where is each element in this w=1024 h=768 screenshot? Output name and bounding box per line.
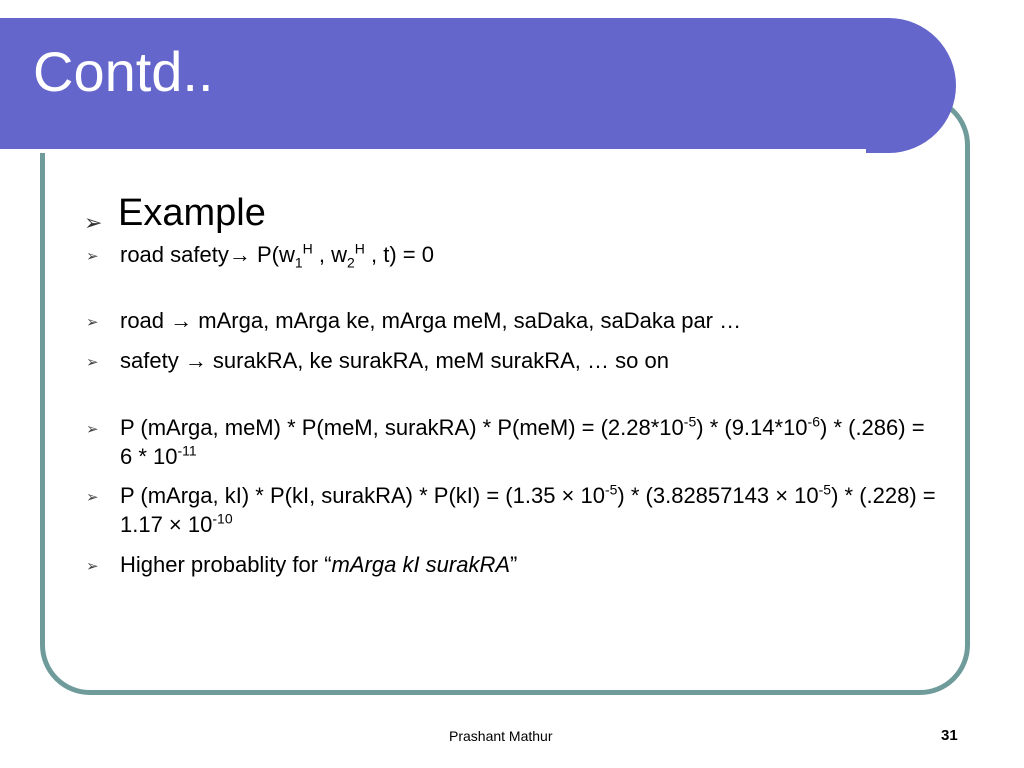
bullet-text: road safety→ $P(w_1^H$ , $w_2^H$ , t) = 0	[120, 240, 435, 271]
bullet-text: P (mArga, meM) * P(meM, surakRA) * $P(meM) = (2.28*10^{-5}) * (9.14*10^{-6}) * (.286) = 6 * 10^{-11}$	[120, 413, 925, 469]
bullet-higher-probability	[82, 550, 942, 579]
arrow-bullet-icon: ➢	[86, 248, 99, 265]
arrow-bullet-icon: ➢	[86, 489, 99, 506]
arrow-bullet-icon: ➢	[86, 421, 99, 438]
arrow-bullet-icon: ➢	[84, 210, 103, 235]
right-arrow-icon: →	[228, 242, 251, 267]
bullet-safety-translations	[82, 346, 942, 375]
emphasized-phrase: mArga kI surakRA	[331, 552, 511, 577]
bullet-probability-mem	[82, 413, 942, 471]
bullet-road-translations	[82, 306, 942, 335]
bullet-road-safety	[82, 240, 942, 269]
footer-author: Prashant Mathur	[449, 728, 553, 744]
bullet-text: P (mArga, kI) * P(kI, surakRA) * $P(kI) = (1.35 \times 10^{-5}) * (3.82857143 \times 10^{-5}) * (.228) = 1.17 \times 10^{-10}$	[120, 481, 936, 537]
arrow-bullet-icon: ➢	[86, 314, 99, 331]
arrow-bullet-icon: ➢	[86, 558, 99, 575]
slide-title: Contd..	[33, 40, 214, 103]
bullet-text: Higher probablity for “mArga kI surakRA”	[120, 552, 518, 577]
bullet-probability-ki	[82, 481, 942, 539]
right-arrow-icon: →	[170, 308, 193, 333]
bullet-text: safety → surakRA, ke surakRA, meM surakRA, … so on	[120, 348, 669, 373]
title-underline	[0, 149, 866, 153]
bullet-text: Example	[118, 192, 266, 234]
arrow-bullet-icon: ➢	[86, 354, 99, 371]
bullet-text: road → mArga, mArga ke, mArga meM, saDaka, saDaka par …	[120, 308, 742, 333]
bullet-example	[82, 190, 942, 236]
bullet-list	[82, 190, 942, 579]
right-arrow-icon: →	[184, 348, 207, 373]
page-number: 31	[941, 727, 958, 744]
